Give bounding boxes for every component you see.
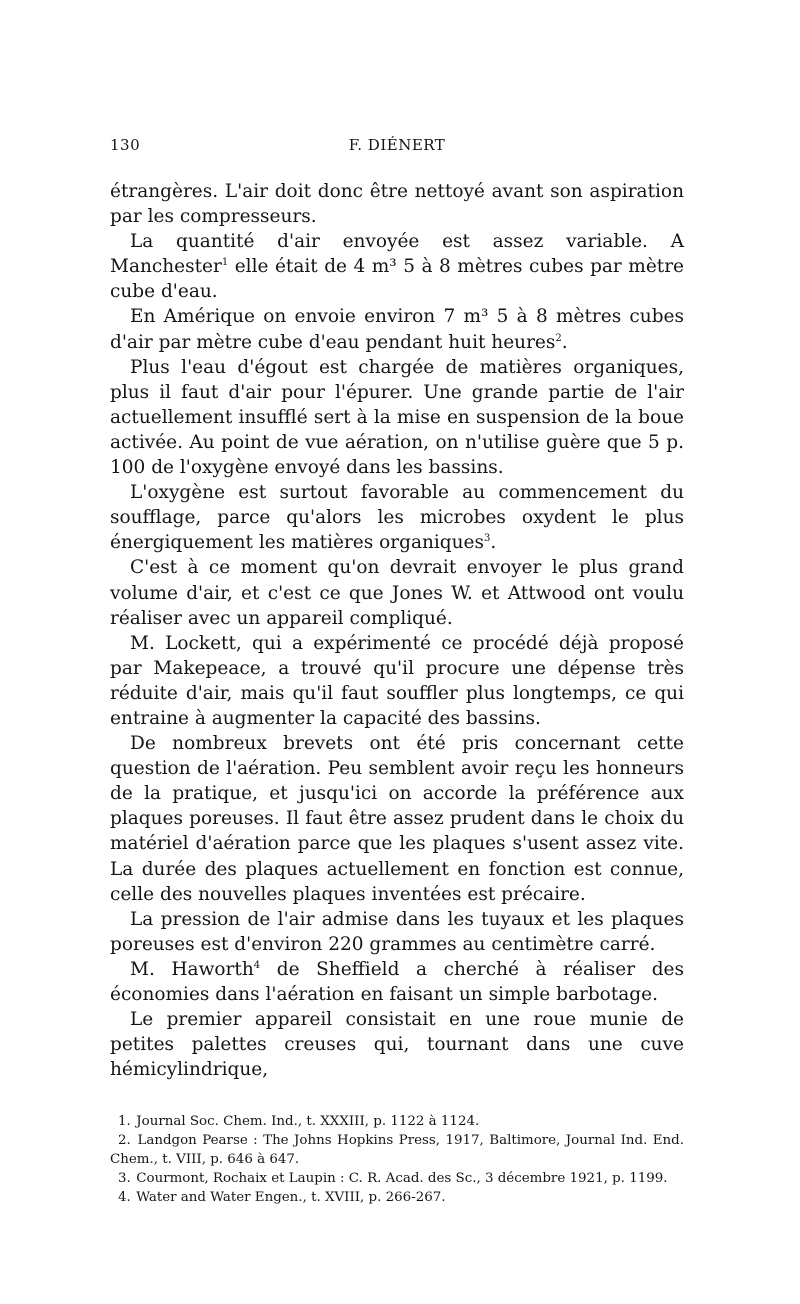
running-head-author: F. DIÉNERT (348, 136, 446, 154)
footnote (110, 1112, 684, 1131)
paragraph (110, 229, 684, 304)
paragraph-text: elle était de 4 m³ 5 à 8 mètres cubes par mètre cube d'eau. (110, 256, 684, 303)
footnote (110, 1131, 684, 1169)
paragraph-text: L'oxygène est surtout favorable au commencement du soufflage, parce qu'alors les microbes oxydent le plus énergiquement les matières organiques (110, 482, 684, 554)
footnote-text: Journal Soc. Chem. Ind., t. XXXIII, p. 1122 à 1124. (136, 1114, 480, 1130)
footnote-number: 1. (118, 1114, 131, 1130)
paragraph-text: . (561, 331, 568, 353)
footnote-number: 3. (118, 1171, 131, 1187)
book-page (110, 136, 684, 1207)
paragraph: De nombreux brevets ont été pris concernant cette question de l'aération. Peu semblent avoir reçu les honneurs de la pratique, et jusqu'ici on accorde la préférence aux plaques poreuses. Il faut être assez prudent dans le choix du matériel d'aération parce que les plaques s'usent assez vite. La durée des plaques actuellement en fonction est connue, celle des nouvelles plaques inventées est précaire. (110, 733, 684, 905)
paragraph-text: La quantité d'air envoyée est assez variable. A Manchester (110, 231, 684, 278)
footnote (110, 1188, 684, 1207)
footnote-ref: 3 (484, 533, 491, 545)
paragraph: C'est à ce moment qu'on devrait envoyer le plus grand volume d'air, et c'est ce que Jones W. et Attwood ont voulu réaliser avec un appareil compliqué. (110, 557, 684, 629)
paragraph-text: En Amérique on envoie environ 7 m³ 5 à 8 mètres cubes d'air par mètre cube d'eau pendant huit heures (110, 306, 684, 353)
footnote-text: Courmont, Rochaix et Laupin : C. R. Acad. des Sc., 3 décembre 1921, p. 1199. (136, 1171, 668, 1187)
paragraph (110, 957, 684, 1007)
footnote-text: Landgon Pearse : The Johns Hopkins Press, 1917, Baltimore, Journal Ind. End. Chem., t. VIII, p. 646 à 647. (110, 1133, 684, 1168)
footnotes (110, 1112, 684, 1207)
paragraph-text: M. Haworth (130, 958, 254, 980)
paragraph: étrangères. L'air doit donc être nettoyé avant son aspiration par les compresseurs. (110, 181, 684, 228)
footnote-ref: 1 (221, 257, 229, 269)
footnote-ref: 4 (253, 959, 261, 971)
body-text (110, 179, 684, 1082)
footnote-number: 2. (118, 1133, 131, 1149)
footnote-number: 4. (118, 1190, 131, 1206)
paragraph (110, 480, 684, 555)
footnote (110, 1169, 684, 1188)
paragraph (110, 304, 684, 354)
footnote-text: Water and Water Engen., t. XVIII, p. 266-267. (136, 1190, 446, 1206)
paragraph: M. Lockett, qui a expérimenté ce procédé déjà proposé par Makepeace, a trouvé qu'il procure une dépense très réduite d'air, mais qu'il faut souffler plus longtemps, ce qui entraine à augmenter la capacité des bassins. (110, 632, 684, 729)
paragraph-text: de Sheffield a cherché à réaliser des économies dans l'aération en faisant un simple barbotage. (110, 958, 684, 1005)
paragraph-text: . (490, 532, 497, 554)
paragraph: La pression de l'air admise dans les tuyaux et les plaques poreuses est d'environ 220 grammes au centimètre carré. (110, 908, 684, 955)
paragraph: Plus l'eau d'égout est chargée de matières organiques, plus il faut d'air pour l'épurer. Une grande partie de l'air actuellement insufflé sert à la mise en suspension de la boue activée. Au point de vue aération, on n'utilise guère que 5 p. 100 de l'oxygène envoyé dans les bassins. (110, 356, 684, 479)
page-number: 130 (110, 136, 141, 154)
running-head (110, 136, 684, 166)
footnote-ref: 2 (555, 332, 562, 344)
paragraph: Le premier appareil consistait en une roue munie de petites palettes creuses qui, tournant dans une cuve hémicylindrique, (110, 1009, 684, 1081)
